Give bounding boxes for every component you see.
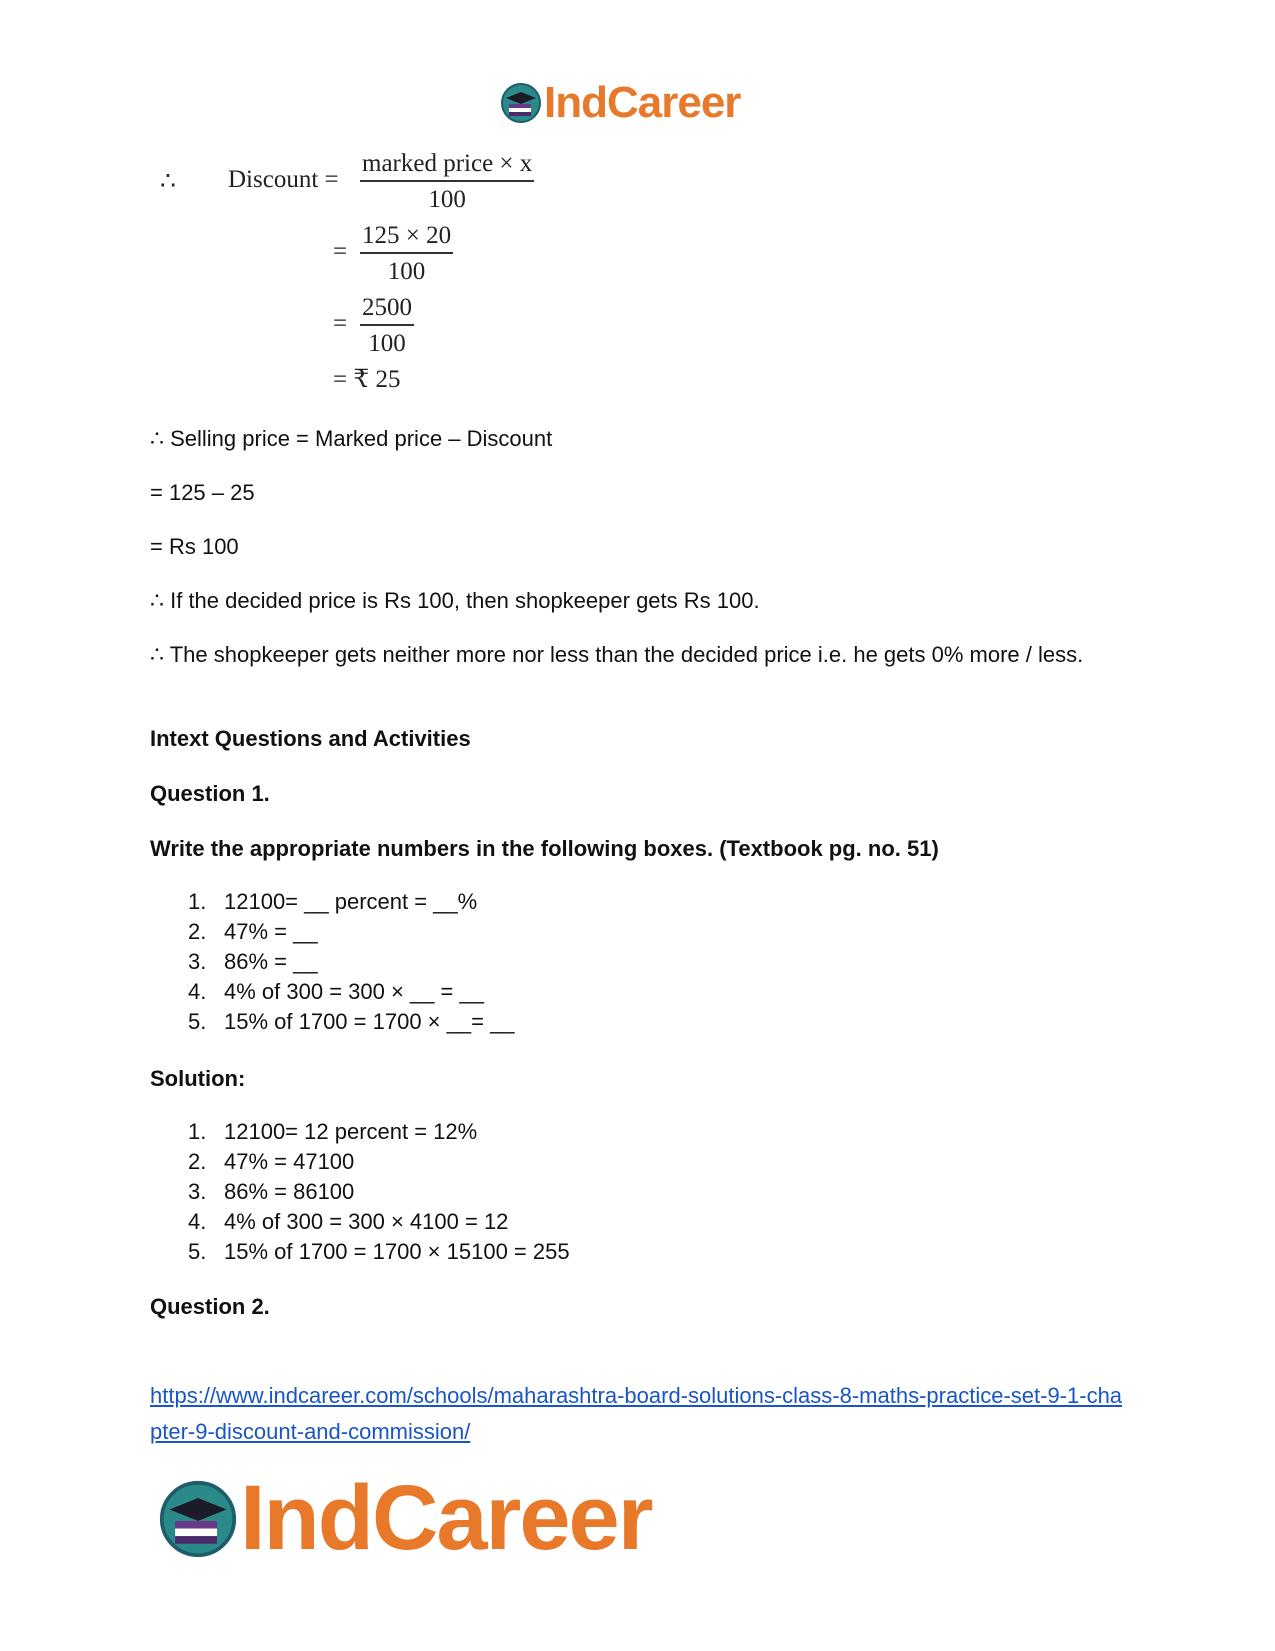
list-item: 2. 47% = __ [188, 919, 318, 944]
fraction-denominator: 100 [428, 185, 466, 213]
equals-sign: = [333, 310, 348, 337]
question-1-heading: Question 1. [150, 781, 270, 806]
selling-price-line: ∴ Selling price = Marked price – Discount [150, 426, 553, 451]
logo-wordmark: IndCareer [240, 1467, 652, 1569]
solution-list [188, 1117, 570, 1267]
discount-calculation [0, 0, 1275, 400]
fraction-denominator: 100 [387, 257, 426, 285]
discount-result: = ₹ 25 [333, 366, 401, 393]
therefore-symbol: ∴ [160, 168, 176, 195]
question-list [188, 887, 515, 1037]
discount-lhs: Discount = [228, 166, 339, 193]
equals-sign: = [333, 238, 348, 265]
source-url-link[interactable]: https://www.indcareer.com/schools/maharashtra-board-solutions-class-8-maths-practice-set-9-1-chapter-9-discount-and-commission/ [150, 1383, 1123, 1444]
question-2-heading: Question 2. [150, 1294, 270, 1319]
list-item: 1. 12100= 12 percent = 12% [188, 1119, 478, 1144]
fraction-numerator: 125 × 20 [362, 222, 452, 249]
fraction-step3 [360, 294, 414, 358]
question-1-text: Write the appropriate numbers in the following boxes. (Textbook pg. no. 51) [150, 836, 939, 861]
indcareer-logo-bottom [158, 1466, 652, 1571]
list-item: 1. 12100= __ percent = __% [188, 889, 478, 914]
section-title: Intext Questions and Activities [150, 726, 471, 751]
decided-price-line: ∴ If the decided price is Rs 100, then shopkeeper gets Rs 100. [150, 588, 760, 613]
fraction-numerator: 2500 [362, 294, 412, 321]
list-item: 4. 4% of 300 = 300 × 4100 = 12 [188, 1209, 509, 1234]
graduation-cap-icon [158, 1479, 238, 1559]
list-item: 5. 15% of 1700 = 1700 × __= __ [188, 1009, 515, 1034]
fraction-denominator: 100 [368, 329, 406, 357]
fraction-step1 [360, 150, 534, 214]
conclusion-paragraph: ∴ The shopkeeper gets neither more nor less than the decided price i.e. he gets 0% more / less. [150, 642, 1084, 667]
fraction-step2 [360, 222, 453, 286]
solution-label: Solution: [150, 1066, 246, 1091]
list-item: 3. 86% = __ [188, 949, 318, 974]
list-item: 3. 86% = 86100 [188, 1179, 355, 1204]
list-item: 4. 4% of 300 = 300 × __ = __ [188, 979, 484, 1004]
list-item: 5. 15% of 1700 = 1700 × 15100 = 255 [188, 1239, 570, 1264]
list-item: 2. 47% = 47100 [188, 1149, 355, 1174]
subtraction-line: = 125 – 25 [150, 480, 255, 505]
logo-wordmark: IndCareer [544, 78, 741, 127]
fraction-numerator: marked price × x [362, 150, 533, 177]
result-line: = Rs 100 [150, 534, 239, 559]
